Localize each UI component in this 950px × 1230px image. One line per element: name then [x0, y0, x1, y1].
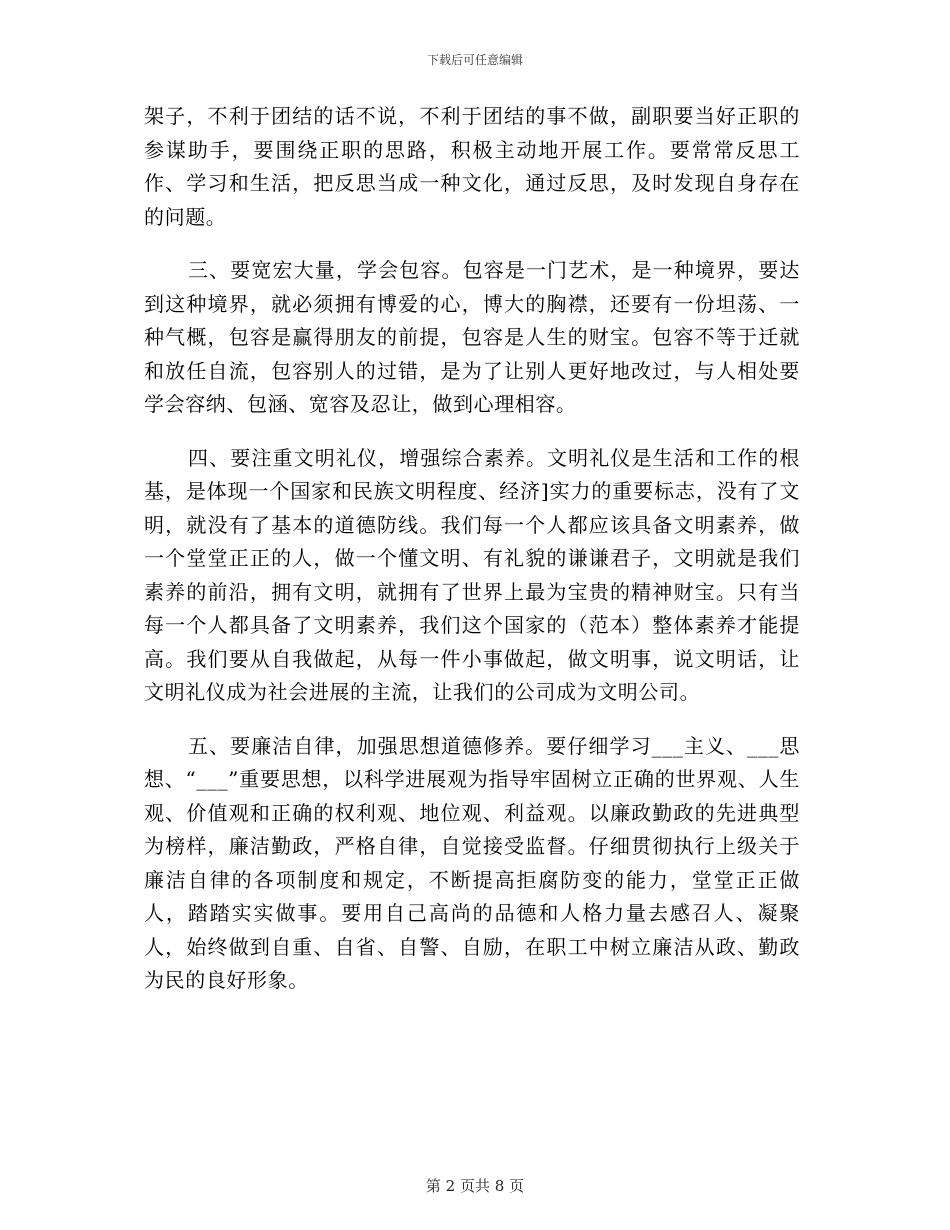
paragraph-continuation: 架子，不利于团结的话不说，不利于团结的事不做，副职要当好正职的参谋助手，要围绕正职的思路，积极主动地开展工作。要常常反思工作、学习和生活，把反思当成一种文化，通过反思，及时发现自身存在的问题。: [144, 104, 800, 229]
document-body: [144, 100, 800, 1018]
paragraph-section-three: 三、要宽宏大量，学会包容。包容是一门艺术，是一种境界，要达到这种境界，就必须拥有博爱的心，博大的胸襟，还要有一份坦荡、一种气概，包容是赢得朋友的前提，包容是人生的财宝。包容不等于迁就和放任自流，包容别人的过错，是为了让别人更好地改过，与人相处要学会容纳、包涵、宽容及忍让，做到心理相容。: [144, 258, 800, 416]
page-header: 下载后可任意编辑: [426, 53, 523, 67]
paragraph-section-five: 五、要廉洁自律，加强思想道德修养。要仔细学习___主义、___思想、“___”重要思想，以科学进展观为指导牢固树立正确的世界观、人生观、价值观和正确的权利观、地位观、利益观。以廉政勤政的先进典型为榜样，廉洁勤政，严格自律，自觉接受监督。仔细贯彻执行上级关于廉洁自律的各项制度和规定，不断提高拒腐防变的能力，堂堂正正做人，踏踏实实做事。要用自己高尚的品德和人格力量去感召人、凝聚人，始终做到自重、自省、自警、自励，在职工中树立廉洁从政、勤政为民的良好形象。: [144, 733, 800, 992]
paragraph-section-four: 四、要注重文明礼仪，增强综合素养。文明礼仪是生活和工作的根基，是体现一个国家和民族文明程度、经济]实力的重要标志，没有了文明，就没有了基本的道德防线。我们每一个人都应该具备文明素养，做一个堂堂正正的人，做一个懂文明、有礼貌的谦谦君子，文明就是我们素养的前沿，拥有文明，就拥有了世界上最为宝贵的精神财宝。只有当每一个人都具备了文明素养，我们这个国家的（范本）整体素养才能提高。我们要从自我做起，从每一件小事做起，做文明事，说文明话，让文明礼仪成为社会进展的主流，让我们的公司成为文明公司。: [144, 445, 800, 704]
page-number: 第 2 页共 8 页: [425, 1177, 525, 1195]
